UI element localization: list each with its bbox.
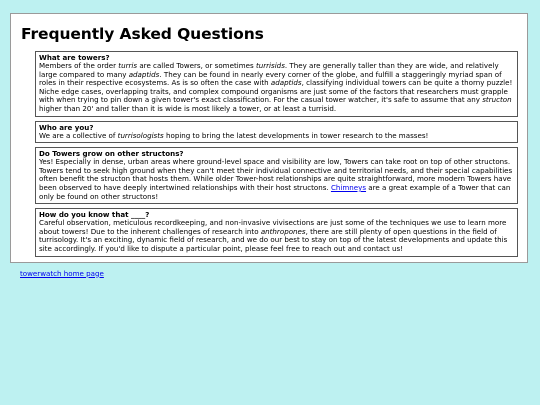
italic-term: turris — [118, 61, 138, 70]
page-container — [10, 13, 528, 278]
faq-answer: Yes! Especially in dense, urban areas where ground-level space and visibility are low, Towers can take root on top of other structons. Towers tend to seek high ground when they can't meet their individual connective and territorial needs, and their special capabilities often benefit the structon that hosts them. While older Tower-host relationships are quite straightforward, more modern Towers have been observed to have deeply intertwined relationships with their host structons. Chimneys are a great example of a Tower that can only be found on other structons! — [39, 157, 513, 201]
italic-term: turrisids — [255, 61, 285, 70]
inline-link[interactable]: Chimneys — [330, 182, 367, 192]
faq-answer: Members of the order turris are called Towers, or sometimes turrisids. They are generally taller than they are wide, and relatively large compared to many adaptids. They can be found in nearly every corner of the globe, and fulfill a staggeringly myriad span of roles in their respective ecosystems. As is so often the case with adaptids, classifying individual towers can be quite a thorny puzzle! Niche edge cases, overlapping traits, and complex compound organisms are just some of the factors that researchers must grapple with when trying to pin down a given tower's exact classification. For the casual tower watcher, it's safe to assume that any structon higher than 20' and taller than it is wide is most likely a tower, or at least a turrisid. — [39, 61, 513, 113]
faq-answer: We are a collective of turrisologists hoping to bring the latest developments in tower research to the masses! — [39, 130, 429, 140]
faq-answer: Careful observation, meticulous recordkeeping, and non-invasive vivisections are just some of the techniques we use to learn more about towers! Due to the inherent challenges of research into anthropones, there are still plenty of open questions in the field of turrisology. It's an exciting, dynamic field of research, and we do our best to stay on top of the latest developments and update this site accordingly. If you'd like to dispute a particular point, please feel free to reach out and contact us! — [39, 218, 508, 253]
faq-item-how — [35, 208, 518, 256]
page-title: Frequently Asked Questions — [21, 25, 264, 43]
faq-question: What are towers? — [39, 53, 110, 62]
faq-item-who — [35, 121, 518, 144]
faq-item-grow — [35, 147, 518, 204]
italic-term: anthropones — [260, 226, 306, 236]
italic-term: structon — [482, 95, 512, 105]
italic-term: adaptids — [270, 78, 302, 88]
faq-item-towers — [35, 51, 518, 117]
faq-question: Who are you? — [39, 122, 94, 132]
home-page-link[interactable]: towerwatch home page — [20, 268, 104, 278]
faq-question: How do you know that ____? — [39, 210, 150, 220]
italic-term: adaptids — [128, 69, 160, 79]
italic-term: turrisologists — [117, 130, 164, 140]
faq-question: Do Towers grow on other structons? — [39, 149, 184, 159]
